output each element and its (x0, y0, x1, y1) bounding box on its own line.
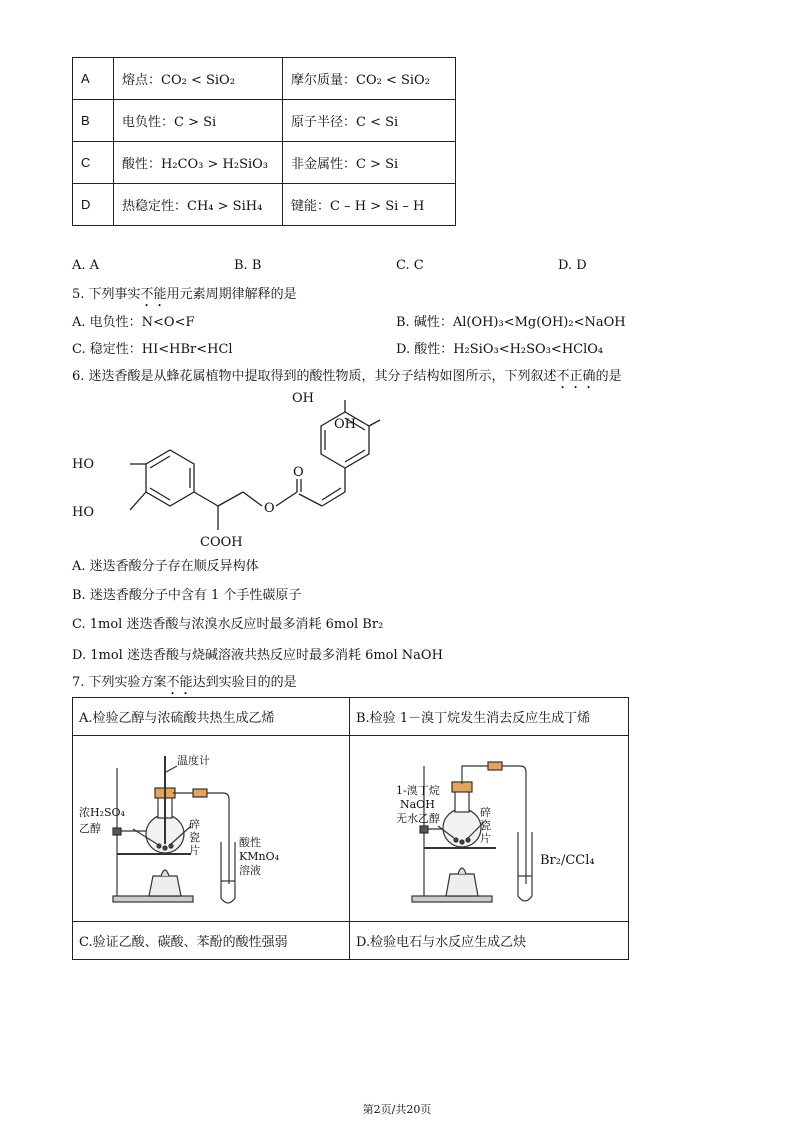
cell-label: 原子半径： (291, 115, 357, 130)
q5-option-b[interactable]: B. 碱性：Al(OH)₃<Mg(OH)₂<NaOH (396, 315, 626, 330)
left-benzene-ring (146, 450, 194, 506)
carbonyl-o-label: O (293, 465, 304, 480)
apparatus-a-cell (73, 736, 350, 922)
stem-emphasis: 不能 (166, 675, 193, 690)
solution-label: 酸性 (239, 836, 261, 849)
table-cell (114, 184, 283, 226)
reagent-label: 浓H₂SO₄ (79, 806, 125, 819)
stem-text: 达到实验目的的是 (192, 675, 297, 690)
ho-label: HO (72, 457, 94, 472)
stem-emphasis: 不正确 (556, 369, 596, 384)
cell-label: 摩尔质量： (291, 73, 357, 88)
q7-stem (72, 671, 297, 698)
cell-label: 键能： (291, 199, 331, 214)
reagent-label: 无水乙醇 (396, 812, 440, 825)
table-cell (114, 58, 283, 100)
cell-formula: CH₄ > SiH₄ (187, 199, 263, 214)
solution-label: Br₂/CCl₄ (540, 853, 595, 868)
table-row (73, 58, 456, 100)
option-d-cell[interactable]: D.检验电石与水反应生成乙炔 (350, 922, 629, 960)
cell-formula: C – H > Si – H (330, 199, 425, 214)
stem-emphasis: 不能 (140, 287, 167, 302)
table-cell (283, 100, 456, 142)
q4-option-b[interactable]: B. B (234, 258, 262, 273)
apparatus-b-figure (350, 736, 628, 917)
q5-stem (72, 283, 297, 310)
cell-label: 熔点： (122, 73, 162, 88)
table-cell (283, 184, 456, 226)
q6-option-a[interactable]: A. 迷迭香酸分子存在顺反异构体 (72, 559, 259, 574)
cell-formula: C < Si (356, 115, 399, 130)
table-cell (283, 142, 456, 184)
reagent-label: 乙醇 (79, 822, 101, 835)
cell-formula: CO₂ < SiO₂ (161, 73, 235, 88)
table-cell (283, 58, 456, 100)
row-key: A (73, 58, 114, 100)
chips-label: 瓷 (189, 831, 200, 844)
q6-option-d[interactable]: D. 1mol 迷迭香酸与烧碱溶液共热反应时最多消耗 6mol NaOH (72, 648, 443, 663)
q4-option-c[interactable]: C. C (396, 258, 424, 273)
table-cell (114, 142, 283, 184)
cell-formula: C > Si (174, 115, 217, 130)
oh-label: OH (334, 417, 356, 432)
row-key: D (73, 184, 114, 226)
q6-option-b[interactable]: B. 迷迭香酸分子中含有 1 个手性碳原子 (72, 588, 302, 603)
table-row (73, 100, 456, 142)
cell-label: 酸性： (122, 157, 162, 172)
cell-formula: H₂CO₃ > H₂SiO₃ (161, 157, 269, 172)
cell-label: 热稳定性： (122, 199, 188, 214)
ho-label: HO (72, 505, 94, 520)
cell-label: 电负性： (122, 115, 175, 130)
stem-text: 6. 迷迭香酸是从蜂花属植物中提取得到的酸性物质，其分子结构如图所示，下列叙述 (72, 369, 557, 384)
experiment-table (72, 697, 629, 960)
cell-label: 非金属性： (291, 157, 357, 172)
q5-option-d[interactable]: D. 酸性：H₂SiO₃<H₂SO₃<HClO₄ (396, 342, 604, 357)
q5-option-a[interactable]: A. 电负性：N<O<F (72, 315, 195, 330)
stem-text: 的是 (595, 369, 622, 384)
chips-label: 片 (189, 844, 200, 857)
option-c-cell[interactable]: C.验证乙酸、碳酸、苯酚的酸性强弱 (73, 922, 350, 960)
cell-formula: CO₂ < SiO₂ (356, 73, 430, 88)
apparatus-a-figure (73, 736, 349, 917)
chips-label: 片 (480, 832, 491, 845)
chips-label: 瓷 (480, 819, 491, 832)
q6-option-c[interactable]: C. 1mol 迷迭香酸与浓溴水反应时最多消耗 6mol Br₂ (72, 617, 384, 632)
row-key: B (73, 100, 114, 142)
rosmarinic-acid-structure (60, 384, 390, 554)
table-row (73, 184, 456, 226)
reagent-label: 1-溴丁烷 (396, 784, 440, 797)
reagent-label: NaOH (400, 798, 435, 811)
solution-label: 溶液 (239, 864, 261, 877)
oh-label: OH (292, 391, 314, 406)
chips-label: 碎 (480, 806, 491, 819)
stem-text: 7. 下列实验方案 (72, 675, 167, 690)
option-a-cell[interactable]: A.检验乙醇与浓硫酸共热生成乙烯 (73, 698, 350, 736)
table-cell (114, 100, 283, 142)
solution-label: KMnO₄ (239, 850, 279, 863)
cooh-label: COOH (200, 535, 243, 550)
option-b-cell[interactable]: B.检验 1－溴丁烷发生消去反应生成丁烯 (350, 698, 629, 736)
q5-option-c[interactable]: C. 稳定性：HI<HBr<HCl (72, 342, 233, 357)
ester-o-label: O (264, 501, 275, 516)
stem-text: 5. 下列事实 (72, 287, 141, 302)
apparatus-b-cell (350, 736, 629, 922)
row-key: C (73, 142, 114, 184)
q4-option-d[interactable]: D. D (558, 258, 587, 273)
cell-formula: C > Si (356, 157, 399, 172)
comparison-table (72, 57, 456, 226)
page-number: 第2页/共20页 (362, 1103, 432, 1116)
q4-option-a[interactable]: A. A (72, 258, 100, 273)
thermometer-label: 温度计 (177, 754, 210, 767)
table-row (73, 142, 456, 184)
chips-label: 碎 (189, 818, 200, 831)
stem-text: 用元素周期律解释的是 (166, 287, 297, 302)
